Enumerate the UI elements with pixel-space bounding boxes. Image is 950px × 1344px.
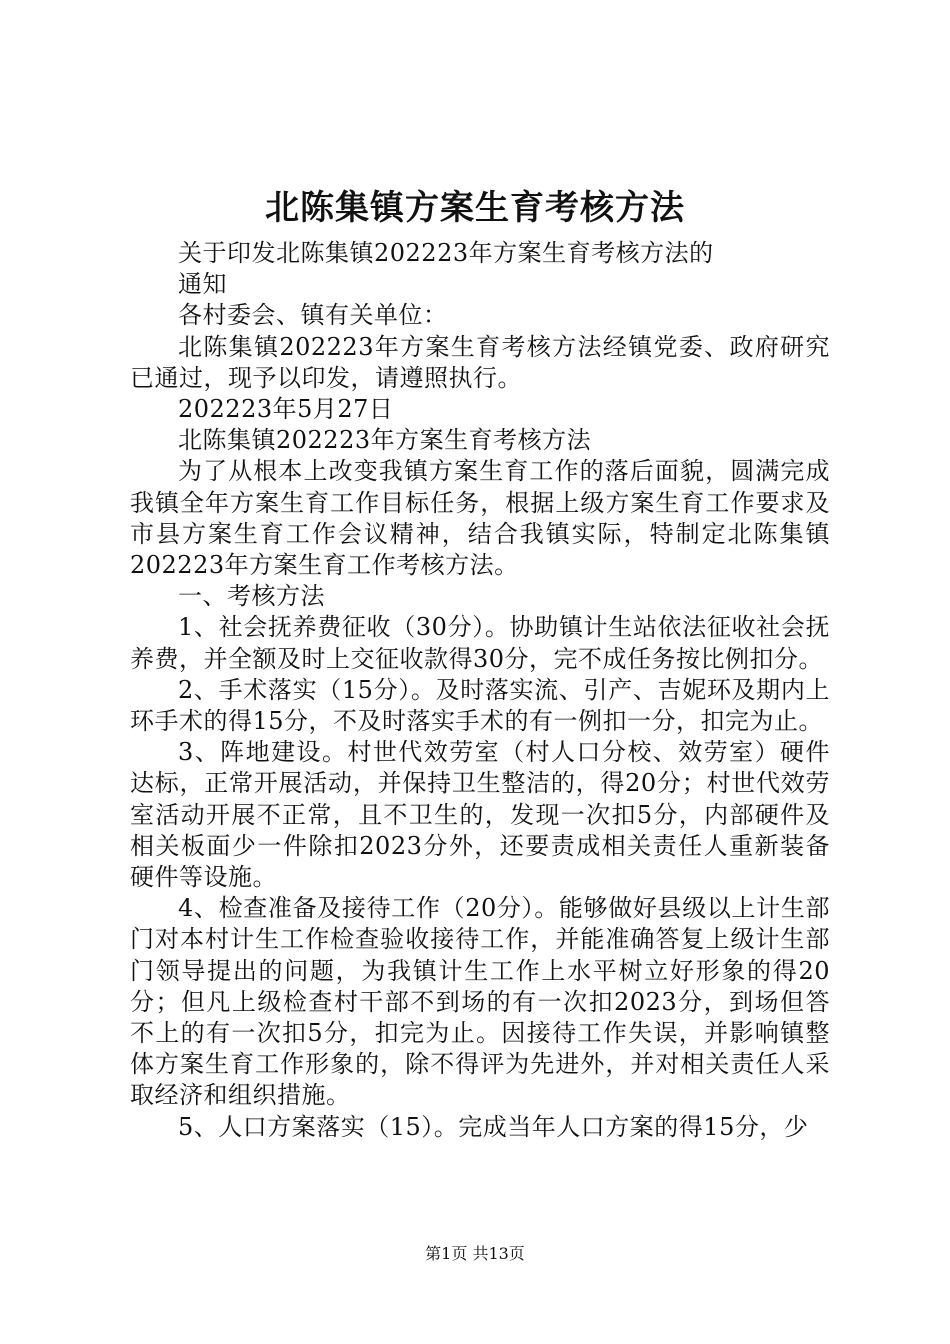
document-title: 北陈集镇方案生育考核方法	[265, 188, 685, 228]
notice-date: 202223年5月27日	[178, 395, 394, 424]
method-subtitle: 北陈集镇202223年方案生育考核方法	[178, 426, 592, 455]
intro-paragraph: 为了从根本上改变我镇方案生育工作的落后面貌，圆满完成我镇全年方案生育工作目标任务，根据上级方案生育工作要求及市县方案生育工作会议精神，结合我镇实际，特制定北陈集镇202223年方案生育工作考核方法。	[130, 457, 830, 580]
item-2-paragraph: 2、手术落实（15分）。及时落实流、引产、吉妮环及期内上环手术的得15分，不及时落实手术的有一例扣一分，扣完为止。	[130, 675, 830, 736]
notice-body-paragraph: 北陈集镇202223年方案生育考核方法经镇党委、政府研究已通过，现予以印发，请遵照执行。	[130, 332, 830, 392]
page-footer: 第1页 共13页	[425, 1244, 525, 1263]
item-1-paragraph: 1、社会抚养费征收（30分）。协助镇计生站依法征收社会抚养费，并全额及时上交征收款得30分，完不成任务按比例扣分。	[130, 613, 830, 673]
notice-heading-line-2: 通知	[178, 270, 227, 299]
document-body	[130, 238, 830, 1143]
section-heading: 一、考核方法	[178, 582, 325, 611]
notice-heading-line-1: 关于印发北陈集镇202223年方案生育考核方法的	[178, 239, 714, 267]
item-3-paragraph: 3、阵地建设。村世代效劳室（村人口分校、效劳室）硬件达标，正常开展活动，并保持卫生整洁的，得20分；村世代效劳室活动开展不正常，且不卫生的，发现一次扣5分，内部硬件及相关板面少一件除扣2023分外，还要责成相关责任人重新装备硬件等设施。	[130, 738, 830, 892]
recipients-line: 各村委会、镇有关单位：	[178, 301, 448, 330]
item-5-paragraph: 5、人口方案落实（15）。完成当年人口方案的得15分，少	[178, 1112, 809, 1141]
item-4-paragraph: 4、检查准备及接待工作（20分）。能够做好县级以上计生部门对本村计生工作检查验收接待工作，并能准确答复上级计生部门领导提出的问题，为我镇计生工作上水平树立好形象的得20分；但凡上级检查村干部不到场的有一次扣2023分，到场但答不上的有一次扣5分，扣完为止。因接待工作失误，并影响镇整体方案生育工作形象的，除不得评为先进外，并对相关责任人采取经济和组织措施。	[130, 894, 830, 1110]
